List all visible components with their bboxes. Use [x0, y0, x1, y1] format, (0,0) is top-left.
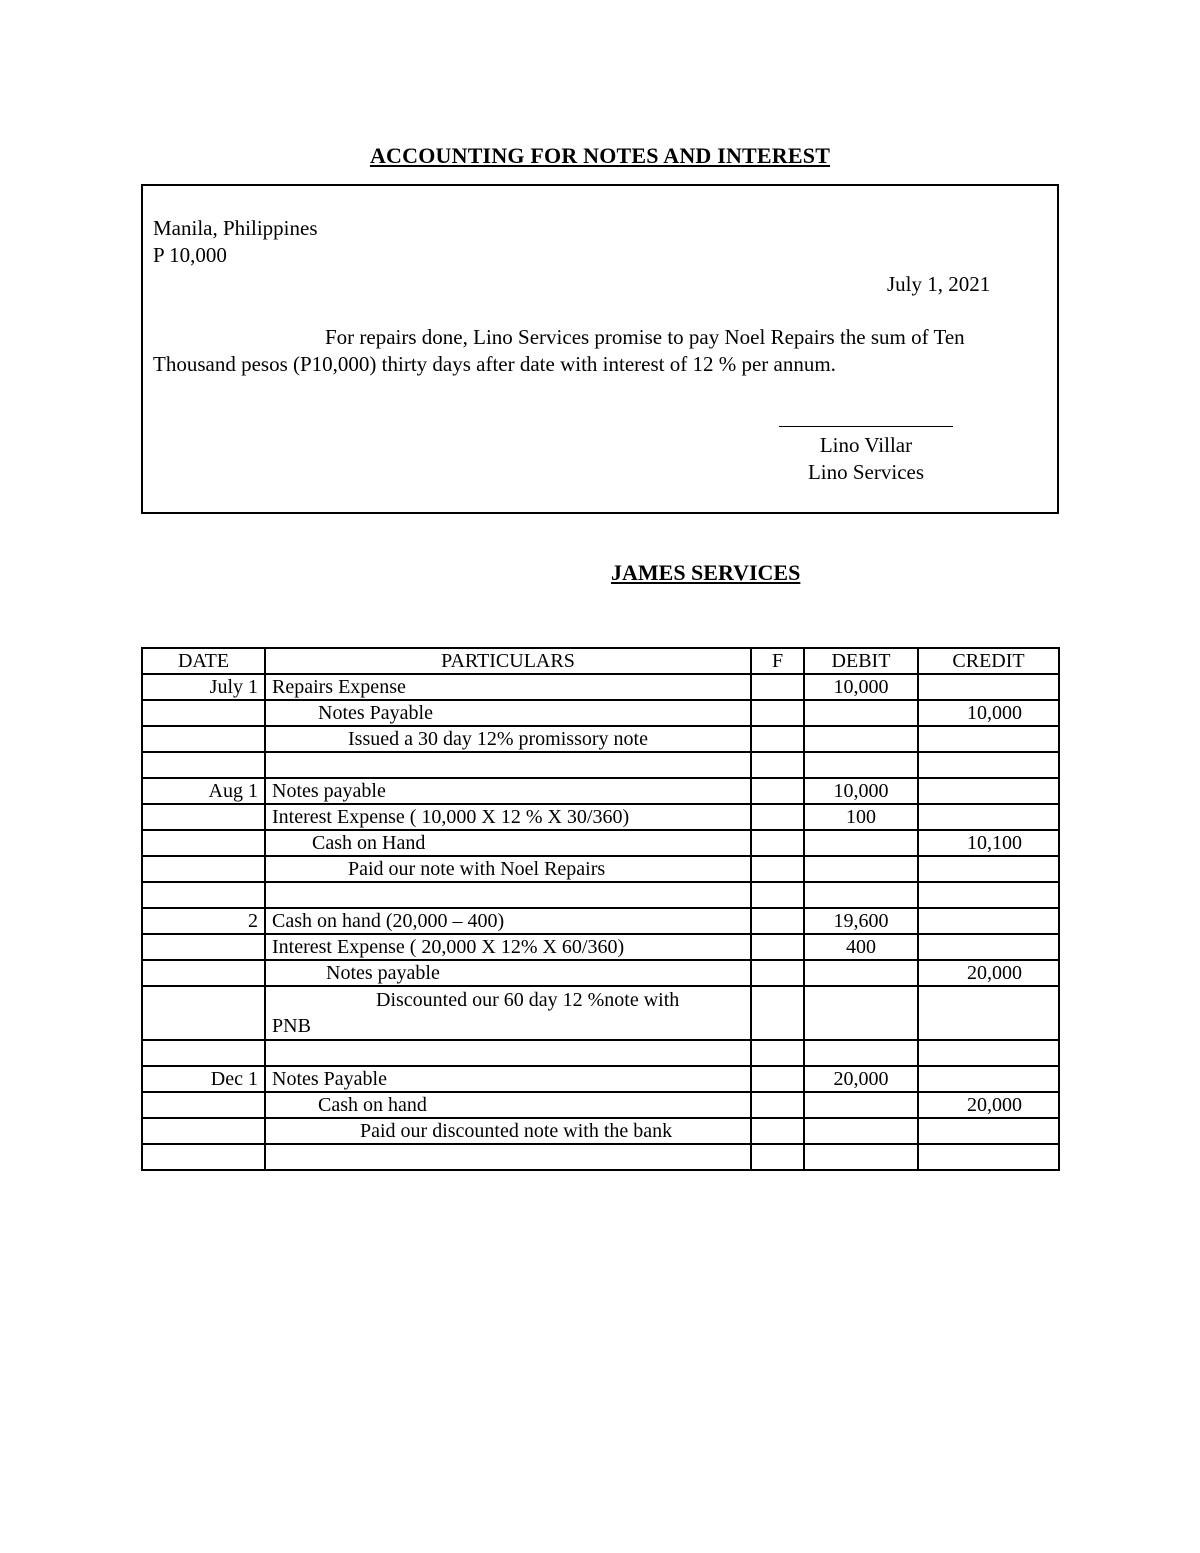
table-row — [142, 1040, 1059, 1066]
table-row — [142, 804, 1059, 830]
cell-debit — [804, 882, 918, 908]
cell-folio — [751, 1092, 804, 1118]
cell-debit: 19,600 — [804, 908, 918, 934]
cell-credit — [918, 1144, 1059, 1170]
cell-debit — [804, 726, 918, 752]
header-particulars: PARTICULARS — [265, 648, 751, 674]
cell-debit: 400 — [804, 934, 918, 960]
cell-folio — [751, 700, 804, 726]
cell-particulars: Notes Payable — [265, 700, 751, 726]
cell-credit — [918, 934, 1059, 960]
cell-particulars-line-1: Discounted our 60 day 12 %note with — [376, 989, 680, 1011]
cell-folio — [751, 908, 804, 934]
cell-folio — [751, 1144, 804, 1170]
table-row — [142, 856, 1059, 882]
cell-particulars: Notes payable — [265, 778, 751, 804]
cell-date — [142, 700, 265, 726]
cell-debit — [804, 1118, 918, 1144]
table-row — [142, 882, 1059, 908]
cell-particulars: Cash on hand (20,000 – 400) — [265, 908, 751, 934]
cell-date — [142, 882, 265, 908]
cell-folio — [751, 934, 804, 960]
table-row — [142, 700, 1059, 726]
table-row — [142, 986, 1059, 1040]
table-row — [142, 674, 1059, 700]
cell-particulars — [265, 986, 751, 1040]
signature-line — [779, 426, 953, 427]
cell-credit — [918, 908, 1059, 934]
note-date: July 1, 2021 — [887, 272, 991, 296]
cell-folio — [751, 726, 804, 752]
cell-debit — [804, 986, 918, 1040]
cell-date — [142, 804, 265, 830]
cell-particulars — [265, 1040, 751, 1066]
note-signer: Lino Villar — [819, 433, 913, 457]
cell-date — [142, 856, 265, 882]
cell-date: 2 — [142, 908, 265, 934]
cell-date — [142, 752, 265, 778]
cell-date — [142, 986, 265, 1040]
table-row — [142, 778, 1059, 804]
cell-folio — [751, 1066, 804, 1092]
note-place: Manila, Philippines — [153, 216, 318, 240]
cell-credit — [918, 1118, 1059, 1144]
cell-credit: 10,000 — [918, 700, 1059, 726]
table-row — [142, 908, 1059, 934]
cell-date: Dec 1 — [142, 1066, 265, 1092]
cell-folio — [751, 1040, 804, 1066]
journal-table — [141, 647, 1060, 1171]
cell-particulars — [265, 1144, 751, 1170]
cell-credit — [918, 856, 1059, 882]
note-company: Lino Services — [807, 460, 925, 484]
cell-folio — [751, 1118, 804, 1144]
cell-particulars — [265, 882, 751, 908]
cell-credit — [918, 752, 1059, 778]
cell-debit: 10,000 — [804, 674, 918, 700]
cell-particulars: Notes payable — [265, 960, 751, 986]
cell-folio — [751, 778, 804, 804]
cell-credit: 20,000 — [918, 960, 1059, 986]
cell-credit: 10,100 — [918, 830, 1059, 856]
header-date: DATE — [142, 648, 265, 674]
cell-debit — [804, 752, 918, 778]
promissory-note — [141, 184, 1059, 514]
cell-date — [142, 1144, 265, 1170]
table-row — [142, 934, 1059, 960]
cell-date — [142, 1092, 265, 1118]
cell-debit: 100 — [804, 804, 918, 830]
cell-debit — [804, 830, 918, 856]
cell-particulars: Cash on hand — [265, 1092, 751, 1118]
cell-date: Aug 1 — [142, 778, 265, 804]
header-folio: F — [751, 648, 804, 674]
cell-folio — [751, 960, 804, 986]
cell-credit — [918, 882, 1059, 908]
cell-folio — [751, 856, 804, 882]
cell-credit — [918, 1066, 1059, 1092]
table-row — [142, 1092, 1059, 1118]
note-body-line-1: For repairs done, Lino Services promise to pay Noel Repairs the sum of Ten — [325, 325, 965, 349]
table-row — [142, 830, 1059, 856]
cell-folio — [751, 830, 804, 856]
cell-date: July 1 — [142, 674, 265, 700]
cell-debit: 10,000 — [804, 778, 918, 804]
cell-debit — [804, 960, 918, 986]
cell-date — [142, 1040, 265, 1066]
cell-credit — [918, 726, 1059, 752]
note-amount: P 10,000 — [153, 243, 227, 267]
table-row — [142, 726, 1059, 752]
cell-credit — [918, 674, 1059, 700]
note-body-line-2: Thousand pesos (P10,000) thirty days after date with interest of 12 % per annum. — [153, 352, 836, 376]
cell-folio — [751, 986, 804, 1040]
cell-date — [142, 830, 265, 856]
cell-folio — [751, 752, 804, 778]
journal-company-title: JAMES SERVICES — [611, 560, 801, 585]
table-row — [142, 752, 1059, 778]
cell-credit: 20,000 — [918, 1092, 1059, 1118]
cell-debit — [804, 1092, 918, 1118]
cell-particulars: Notes Payable — [265, 1066, 751, 1092]
cell-particulars: Issued a 30 day 12% promissory note — [265, 726, 751, 752]
cell-credit — [918, 986, 1059, 1040]
cell-debit — [804, 700, 918, 726]
cell-particulars: Interest Expense ( 20,000 X 12% X 60/360) — [265, 934, 751, 960]
cell-credit — [918, 804, 1059, 830]
cell-debit: 20,000 — [804, 1066, 918, 1092]
cell-folio — [751, 882, 804, 908]
cell-debit — [804, 856, 918, 882]
cell-particulars-line-2: PNB — [272, 1015, 311, 1037]
header-credit: CREDIT — [918, 648, 1059, 674]
table-row — [142, 1118, 1059, 1144]
cell-folio — [751, 804, 804, 830]
table-row — [142, 1066, 1059, 1092]
cell-particulars — [265, 752, 751, 778]
cell-particulars: Paid our discounted note with the bank — [265, 1118, 751, 1144]
cell-date — [142, 934, 265, 960]
cell-particulars: Interest Expense ( 10,000 X 12 % X 30/360) — [265, 804, 751, 830]
header-debit: DEBIT — [804, 648, 918, 674]
cell-date — [142, 960, 265, 986]
table-row — [142, 1144, 1059, 1170]
journal-header-row — [142, 648, 1059, 674]
cell-particulars: Cash on Hand — [265, 830, 751, 856]
cell-folio — [751, 674, 804, 700]
cell-credit — [918, 778, 1059, 804]
table-row — [142, 960, 1059, 986]
cell-debit — [804, 1040, 918, 1066]
cell-credit — [918, 1040, 1059, 1066]
document-title: ACCOUNTING FOR NOTES AND INTEREST — [369, 143, 831, 168]
cell-particulars: Repairs Expense — [265, 674, 751, 700]
cell-date — [142, 1118, 265, 1144]
cell-particulars: Paid our note with Noel Repairs — [265, 856, 751, 882]
cell-debit — [804, 1144, 918, 1170]
cell-date — [142, 726, 265, 752]
